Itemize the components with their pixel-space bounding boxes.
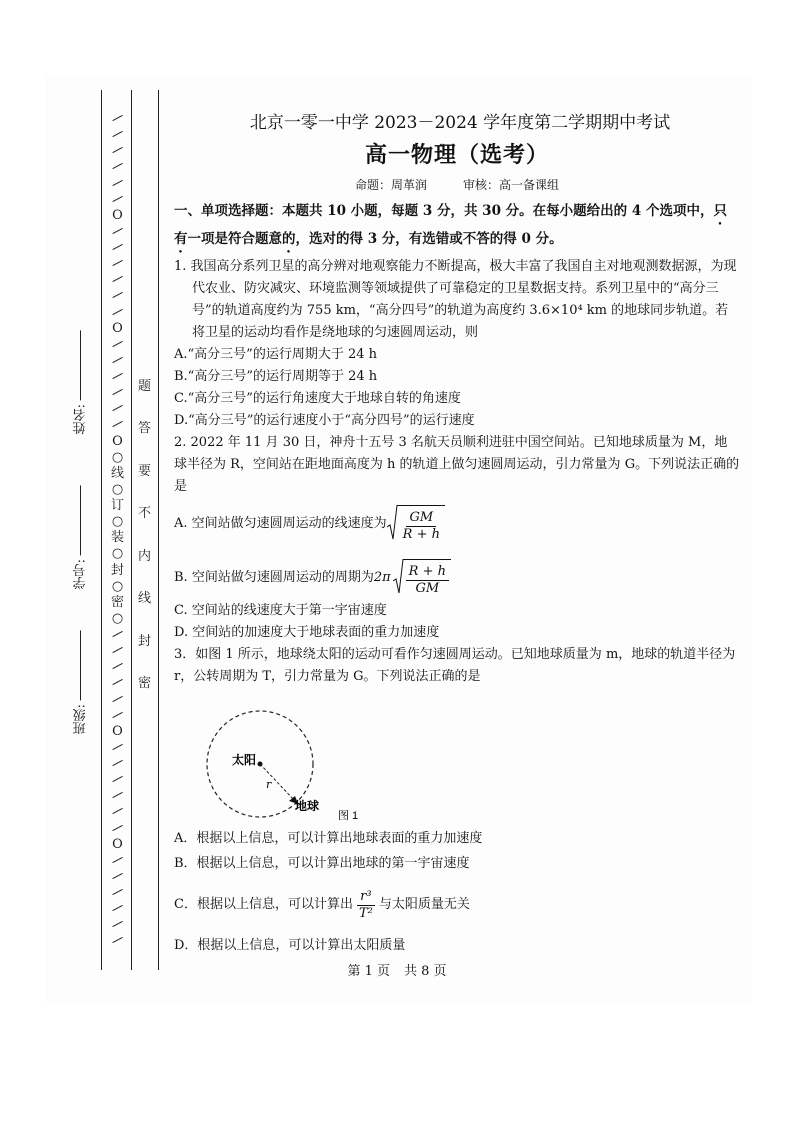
seal-char-4: 内 (138, 548, 152, 564)
seal-marker-26: 装 (111, 530, 125, 546)
question-3-option-b[interactable]: B．根据以上信息，可以计算出地球的第一宇宙速度 (174, 856, 470, 871)
seal-char-1: 答 (138, 421, 152, 437)
binding-line-right (158, 90, 159, 970)
page-total: 共 8 页 (404, 964, 447, 979)
seal-marker-37: / (110, 708, 125, 722)
seal-marker-38: O (112, 723, 123, 739)
question-3-option-c[interactable] (174, 885, 740, 925)
question-1-stem: 1. 我国高分系列卫星的高分辨对地观察能力不断提高，极大丰富了我国自主对地观测数据源，为现代农业、防灾减灾、环境监测等领域提供了可靠稳定的卫星数据支持。系列卫星中的“高分三号”的轨道高度约为 755 km，“高分四号”的轨道为高度约 3.6×10⁴ km 的地球同步轨道。若将卫星的运动均看作是绕地球的匀速圆周运动，则 (174, 259, 737, 340)
section-instructions (174, 200, 740, 256)
question-2-stem: 2. 2022 年 11 月 30 日，神舟十五号 3 名航天员顺利进驻中国空间站。已知地球质量为 M，地球半径为 R，空间站在距地面高度为 h 的轨道上做匀速圆周运动，引力常量为 G。下列说法正确的是 (174, 435, 740, 494)
seal-line-markers (111, 112, 124, 948)
class-label: 班级: (73, 704, 89, 735)
seal-char-3: 不 (138, 506, 152, 522)
section-text-a: 一、单项选择题：本题共 10 小题，每题 3 分，共 30 分。在每小题给出的 4 个选项中， (174, 203, 714, 219)
seal-marker-4: / (110, 176, 125, 190)
student-no-field[interactable] (70, 485, 92, 589)
q2-option-b-text: B. 空间站做匀速圆周运动的周期为 (174, 570, 374, 585)
name-field[interactable] (70, 330, 92, 434)
q2-option-b-numerator: R + h (406, 564, 449, 581)
q3-option-c-text: C．根据以上信息，可以计算出 (174, 897, 353, 912)
seal-marker-33: / (110, 643, 125, 658)
figure-caption: 图 1 (338, 810, 359, 822)
reviewer: 审核：高一备课组 (463, 178, 560, 192)
question-1-option-b[interactable]: B.“高分三号”的运行周期等于 24 h (174, 369, 378, 384)
q3-option-c-text-post: 与太阳质量无关 (378, 897, 470, 912)
seal-marker-11: / (110, 289, 125, 303)
question-2-option-a[interactable] (174, 504, 740, 544)
seal-char-6: 封 (138, 633, 152, 649)
page-footer (0, 960, 794, 979)
class-field[interactable] (70, 630, 92, 734)
seal-marker-43: / (110, 805, 125, 819)
student-no-label: 学号: (73, 559, 89, 590)
seal-marker-50: / (110, 917, 125, 932)
q2-option-b-denominator: GM (415, 581, 440, 596)
question-2-option-c[interactable]: C. 空间站的线速度大于第一宇宙速度 (174, 603, 387, 618)
seal-marker-47: / (110, 869, 125, 884)
seal-marker-13: O (112, 320, 123, 336)
binding-line-left (101, 90, 102, 970)
section-emphasis-2: 的 (282, 231, 296, 247)
seal-marker-30: 密 (111, 594, 125, 610)
seal-marker-10: / (110, 272, 125, 287)
seal-marker-14: / (110, 337, 125, 352)
page-number: 第 1 页 (347, 964, 390, 979)
seal-marker-7: / (110, 224, 125, 239)
setter: 命题：周革润 (354, 178, 427, 192)
seal-marker-16: / (110, 369, 125, 384)
question-3-stem: 3．如图 1 所示，地球绕太阳的运动可看作匀速圆周运动。已知地球质量为 m，地球的轨道半径为 r，公转周期为 T，引力常量为 G。下列说法正确的是 (174, 647, 736, 684)
q3-option-c-denominator: T² (358, 905, 373, 921)
seal-marker-21: ○ (111, 449, 124, 465)
q2-option-a-numerator: GM (406, 510, 436, 527)
sun-label: 太阳 (231, 753, 256, 767)
seal-marker-6: O (112, 207, 123, 223)
section-emphasis-1: 只有 (174, 203, 727, 247)
seal-marker-22: 线 (111, 465, 125, 481)
q2-option-b-sqrt (393, 559, 451, 597)
seal-char-0: 题 (138, 379, 152, 394)
seal-marker-19: / (110, 418, 125, 432)
seal-marker-1: / (110, 127, 125, 142)
seal-char-5: 线 (138, 591, 152, 607)
seal-marker-41: / (110, 772, 125, 787)
seal-warning-text (138, 380, 151, 690)
q2-option-a-denominator: R + h (402, 527, 440, 542)
seal-marker-46: / (110, 853, 125, 868)
student-no-blank[interactable] (81, 485, 82, 555)
seal-marker-45: O (112, 836, 123, 852)
seal-marker-49: / (110, 901, 125, 916)
earth-label: 地球 (295, 799, 320, 813)
q2-option-a-sqrt (387, 505, 445, 543)
seal-marker-5: / (110, 192, 125, 206)
seal-marker-2: / (110, 143, 125, 158)
seal-marker-39: / (110, 740, 125, 755)
seal-marker-24: 订 (111, 498, 125, 513)
exam-makers (174, 174, 740, 196)
q2-option-b-coefficient: 2π (373, 570, 391, 585)
subject-title: 高一物理（选考） (364, 142, 549, 168)
question-1-option-d[interactable]: D.“高分三号”的运行速度小于“高分四号”的运行速度 (174, 413, 475, 428)
seal-marker-34: / (110, 659, 125, 674)
seal-marker-32: / (110, 627, 125, 642)
question-3-option-d[interactable]: D．根据以上信息，可以计算出太阳质量 (174, 938, 406, 953)
seal-marker-9: / (110, 256, 125, 271)
exam-content (174, 112, 740, 957)
figure-1 (174, 710, 740, 822)
seal-marker-27: ○ (111, 546, 124, 562)
seal-char-7: 密 (138, 675, 152, 691)
name-label: 姓名: (73, 404, 89, 435)
binding-line-middle (131, 90, 132, 970)
class-blank[interactable] (81, 630, 82, 700)
question-1-option-c[interactable]: C.“高分三号”的运行角速度大于地球自转的角速度 (174, 391, 461, 406)
section-text-b: 一项是符合题意 (187, 231, 282, 247)
section-text-c: ，选对的得 3 分，有选错或不答的得 0 分。 (295, 231, 563, 247)
seal-marker-35: / (110, 676, 125, 690)
question-1-option-a[interactable]: A.“高分三号”的运行周期大于 24 h (174, 347, 377, 362)
seal-marker-20: O (112, 433, 123, 449)
exam-title: 北京一零一中学 2023－2024 学年度第二学期期中考试 (249, 113, 671, 133)
seal-marker-44: / (110, 821, 125, 835)
seal-marker-15: / (110, 353, 125, 368)
seal-marker-28: 封 (111, 562, 125, 578)
seal-marker-3: / (110, 160, 125, 174)
seal-marker-48: / (110, 885, 125, 900)
radius-label: r (266, 778, 272, 791)
seal-marker-0: / (110, 111, 125, 126)
seal-marker-18: / (110, 401, 125, 416)
seal-char-2: 要 (138, 463, 152, 479)
student-info-fields (68, 330, 96, 750)
seal-marker-29: ○ (111, 578, 124, 594)
seal-marker-51: / (110, 934, 125, 948)
question-3-option-a[interactable]: A．根据以上信息，可以计算出地球表面的重力加速度 (174, 831, 483, 846)
seal-marker-8: / (110, 240, 125, 255)
orbit-diagram (204, 710, 424, 822)
seal-marker-42: / (110, 788, 125, 803)
seal-marker-12: / (110, 305, 125, 319)
seal-marker-31: ○ (111, 610, 124, 626)
q2-option-a-text: A. 空间站做匀速圆周运动的线速度为 (174, 516, 387, 531)
seal-marker-25: ○ (111, 514, 124, 530)
q3-option-c-fraction (356, 889, 376, 922)
question-2-option-b[interactable] (174, 558, 740, 598)
seal-marker-17: / (110, 385, 125, 400)
seal-marker-36: / (110, 692, 125, 706)
seal-marker-23: ○ (111, 481, 124, 497)
seal-marker-40: / (110, 756, 125, 771)
q3-option-c-numerator: r³ (357, 889, 374, 906)
question-2-option-d[interactable]: D. 空间站的加速度大于地球表面的重力加速度 (174, 625, 440, 640)
name-blank[interactable] (81, 330, 82, 400)
